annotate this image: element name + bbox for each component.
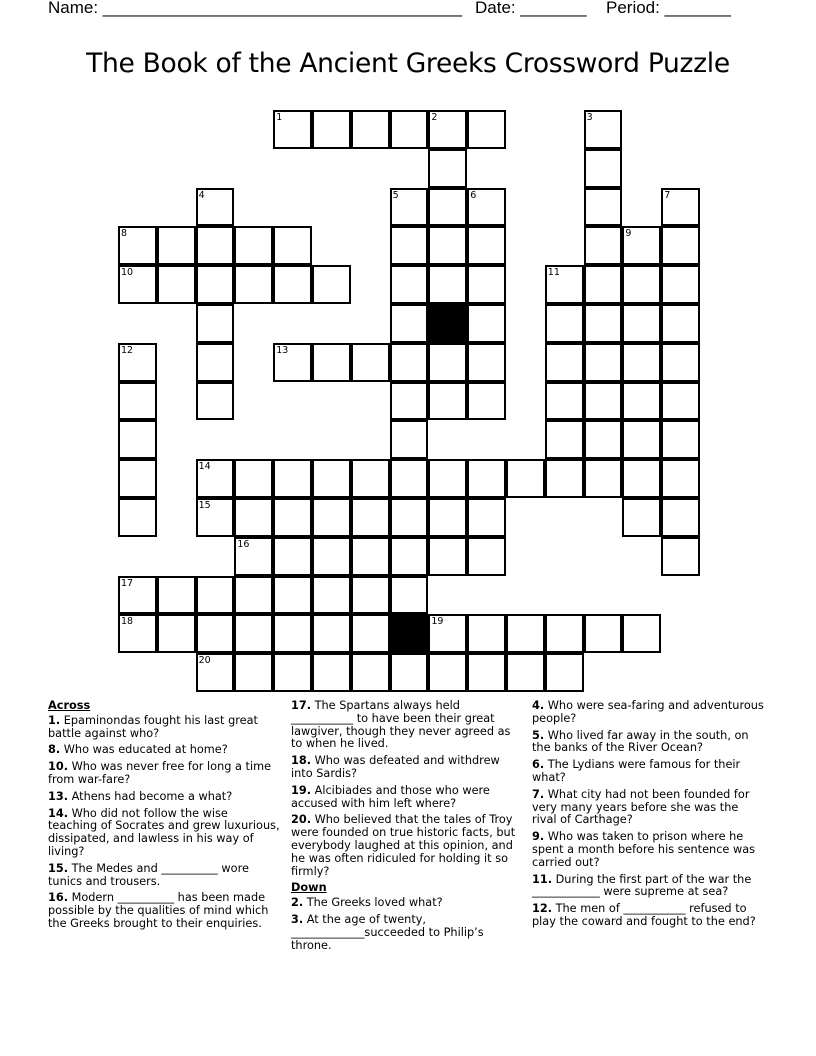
grid-cell[interactable] (234, 226, 273, 265)
grid-cell[interactable] (312, 653, 351, 692)
down-clue (532, 700, 764, 726)
grid-cell[interactable] (622, 459, 661, 498)
grid-cell[interactable] (390, 110, 429, 149)
across-clue (48, 808, 280, 859)
grid-cell[interactable] (661, 343, 700, 382)
grid-cell[interactable] (118, 498, 157, 537)
grid-cell[interactable] (467, 537, 506, 576)
grid-cell[interactable] (390, 653, 429, 692)
clue-label: 10. (48, 760, 69, 774)
grid-cell[interactable] (351, 576, 390, 615)
clue-label: 4. (532, 699, 545, 712)
clue-text: The Lydians were famous for their what? (532, 758, 741, 784)
grid-cell[interactable] (351, 653, 390, 692)
grid-cell[interactable] (506, 459, 545, 498)
clue-text: The men of ___________ refused to play the coward and fought to the end? (532, 902, 756, 928)
black-cell (428, 304, 467, 343)
grid-cell[interactable] (390, 576, 429, 615)
grid-cell[interactable] (234, 498, 273, 537)
grid-cell[interactable] (622, 343, 661, 382)
grid-cell[interactable] (584, 382, 623, 421)
grid-cell[interactable] (118, 343, 157, 382)
grid-cell[interactable] (118, 614, 157, 653)
grid-cell[interactable] (467, 343, 506, 382)
clue-text: Who was educated at home? (60, 743, 228, 757)
across-clue (291, 755, 523, 781)
grid-cell[interactable] (428, 498, 467, 537)
grid-cell[interactable] (196, 226, 235, 265)
grid-cell[interactable] (351, 498, 390, 537)
grid-cell[interactable] (584, 304, 623, 343)
across-clue (291, 700, 523, 751)
grid-cell[interactable] (118, 459, 157, 498)
grid-cell[interactable] (118, 382, 157, 421)
down-clue (532, 730, 764, 756)
clue-text: Who did not follow the wise teaching of Socrates and grew luxurious, dissipated, and lawless in his way of living? (48, 806, 280, 858)
grid-cell[interactable] (390, 498, 429, 537)
down-clue (532, 903, 764, 929)
clue-number: 12 (121, 344, 134, 356)
grid-cell[interactable] (661, 382, 700, 421)
clue-text: Who was never free for long a time from war-fare? (48, 760, 272, 786)
grid-cell[interactable] (390, 304, 429, 343)
grid-cell[interactable] (661, 420, 700, 459)
grid-cell[interactable] (351, 537, 390, 576)
clue-number: 8 (121, 228, 128, 240)
grid-cell[interactable] (584, 265, 623, 304)
clue-number: 15 (198, 500, 211, 511)
grid-cell[interactable] (428, 537, 467, 576)
grid-cell[interactable] (390, 537, 429, 576)
clue-column-2 (291, 700, 523, 956)
clue-number: 4 (198, 189, 205, 201)
clue-label: 19. (291, 783, 312, 797)
grid-cell[interactable] (273, 498, 312, 537)
clue-text: Who were sea-faring and adventurous people? (532, 699, 764, 725)
grid-cell[interactable] (273, 110, 312, 149)
across-clue (48, 791, 280, 804)
clue-label: 1. (48, 713, 61, 727)
clue-number: 18 (121, 616, 134, 628)
grid-cell[interactable] (428, 149, 467, 188)
clue-text: Athens had become a what? (68, 789, 233, 803)
clue-number: 2 (431, 112, 438, 123)
clue-number: 19 (431, 616, 444, 628)
grid-cell[interactable] (545, 420, 584, 459)
grid-cell[interactable] (312, 265, 351, 304)
grid-cell[interactable] (428, 110, 467, 149)
clue-text: The Greeks loved what? (303, 896, 443, 910)
grid-cell[interactable] (506, 653, 545, 692)
grid-cell[interactable] (584, 110, 623, 149)
clue-column-3 (532, 700, 764, 933)
clue-text: During the first part of the war the ____________ were supreme at sea? (532, 872, 752, 899)
name-field[interactable]: Name: ______________________________________ (48, 0, 463, 17)
grid-cell[interactable] (234, 576, 273, 615)
down-clue (532, 831, 764, 869)
clue-text: The Medes and __________ wore tunics and trousers. (48, 861, 249, 888)
grid-cell[interactable] (622, 498, 661, 537)
clue-number: 5 (392, 189, 399, 201)
grid-cell[interactable] (545, 304, 584, 343)
across-clue (48, 761, 280, 787)
grid-cell[interactable] (273, 265, 312, 304)
grid-cell[interactable] (312, 110, 351, 149)
clue-number: 7 (664, 189, 671, 201)
grid-cell[interactable] (312, 576, 351, 615)
grid-cell[interactable] (545, 265, 584, 304)
clue-text: Epaminondas fought his last great battle against who? (48, 713, 258, 740)
clue-number: 3 (586, 112, 593, 123)
grid-cell[interactable] (157, 614, 196, 653)
grid-cell[interactable] (584, 149, 623, 188)
clue-text: Modern __________ has been made possible by the qualities of mind which the Greeks brought to their enquiries. (48, 891, 269, 930)
down-clue (532, 759, 764, 785)
grid-cell[interactable] (234, 459, 273, 498)
grid-cell[interactable] (622, 304, 661, 343)
grid-cell[interactable] (234, 265, 273, 304)
grid-cell[interactable] (545, 382, 584, 421)
clue-label: 20. (291, 813, 312, 827)
clue-label: 5. (532, 728, 545, 742)
grid-cell[interactable] (467, 382, 506, 421)
grid-cell[interactable] (428, 653, 467, 692)
grid-cell[interactable] (312, 343, 351, 382)
grid-cell[interactable] (196, 265, 235, 304)
clue-text: The Spartans always held ___________ to have been their great lawgiver, though they never agreed as to when he lived. (291, 699, 511, 751)
clue-number: 10 (121, 267, 134, 279)
black-cell (390, 614, 429, 653)
clue-text: What city had not been founded for very many years before she was the rival of Carthage? (532, 787, 750, 827)
grid-cell[interactable] (467, 614, 506, 653)
grid-cell[interactable] (196, 498, 235, 537)
grid-cell[interactable] (545, 459, 584, 498)
grid-cell[interactable] (622, 382, 661, 421)
grid-cell[interactable] (118, 265, 157, 304)
grid-cell[interactable] (273, 537, 312, 576)
grid-cell[interactable] (428, 265, 467, 304)
grid-cell[interactable] (273, 653, 312, 692)
grid-cell[interactable] (428, 382, 467, 421)
grid-cell[interactable] (661, 304, 700, 343)
grid-cell[interactable] (467, 110, 506, 149)
grid-cell[interactable] (273, 226, 312, 265)
clue-number: 17 (121, 577, 134, 589)
date-field[interactable]: Date: _______ (475, 0, 587, 17)
grid-cell[interactable] (622, 265, 661, 304)
grid-cell[interactable] (661, 498, 700, 537)
clue-number: 14 (198, 461, 211, 473)
grid-cell[interactable] (351, 459, 390, 498)
grid-cell[interactable] (545, 653, 584, 692)
grid-cell[interactable] (118, 226, 157, 265)
grid-cell[interactable] (584, 420, 623, 459)
grid-cell[interactable] (622, 614, 661, 653)
grid-cell[interactable] (196, 576, 235, 615)
grid-cell[interactable] (467, 459, 506, 498)
across-clue (291, 785, 523, 811)
across-clue (291, 814, 523, 878)
down-clue (291, 914, 523, 952)
grid-cell[interactable] (234, 537, 273, 576)
grid-cell[interactable] (273, 343, 312, 382)
clue-label: 16. (48, 891, 69, 905)
clue-label: 18. (291, 754, 312, 768)
grid-cell[interactable] (196, 459, 235, 498)
clue-text: Alcibiades and those who were accused with him left where? (291, 783, 490, 810)
grid-cell[interactable] (661, 226, 700, 265)
grid-cell[interactable] (196, 343, 235, 382)
grid-cell[interactable] (312, 459, 351, 498)
grid-cell[interactable] (467, 265, 506, 304)
grid-cell[interactable] (584, 459, 623, 498)
clue-label: 14. (48, 806, 69, 820)
grid-cell[interactable] (390, 343, 429, 382)
clue-label: 13. (48, 789, 69, 803)
grid-cell[interactable] (545, 343, 584, 382)
grid-cell[interactable] (273, 614, 312, 653)
grid-cell[interactable] (157, 576, 196, 615)
clue-text: Who lived far away in the south, on the banks of the River Ocean? (532, 728, 749, 755)
clue-label: 2. (291, 896, 304, 910)
clue-label: 8. (48, 743, 61, 757)
grid-cell[interactable] (390, 265, 429, 304)
period-field[interactable]: Period: _______ (606, 0, 731, 17)
clue-number: 6 (470, 189, 477, 201)
clue-column-1 (48, 700, 280, 935)
grid-cell[interactable] (196, 653, 235, 692)
grid-cell[interactable] (157, 265, 196, 304)
clue-label: 11. (532, 872, 553, 886)
down-clue (532, 789, 764, 827)
grid-cell[interactable] (273, 576, 312, 615)
grid-cell[interactable] (196, 188, 235, 227)
grid-cell[interactable] (467, 226, 506, 265)
grid-cell[interactable] (467, 188, 506, 227)
clue-number: 13 (276, 344, 289, 356)
grid-cell[interactable] (390, 382, 429, 421)
grid-cell[interactable] (196, 614, 235, 653)
clue-text: Who was defeated and withdrew into Sardis? (291, 754, 500, 780)
grid-cell[interactable] (351, 614, 390, 653)
grid-cell[interactable] (584, 614, 623, 653)
clue-number: 20 (198, 655, 211, 667)
grid-cell[interactable] (584, 226, 623, 265)
grid-cell[interactable] (390, 420, 429, 459)
grid-cell[interactable] (157, 226, 196, 265)
clue-label: 3. (291, 912, 304, 926)
grid-cell[interactable] (661, 188, 700, 227)
grid-cell[interactable] (428, 226, 467, 265)
clue-label: 7. (532, 787, 545, 801)
grid-cell[interactable] (196, 304, 235, 343)
grid-cell[interactable] (428, 343, 467, 382)
grid-cell[interactable] (351, 343, 390, 382)
across-clue (48, 744, 280, 757)
clue-number: 11 (547, 267, 560, 279)
grid-cell[interactable] (118, 576, 157, 615)
grid-cell[interactable] (622, 420, 661, 459)
grid-cell[interactable] (661, 265, 700, 304)
grid-cell[interactable] (584, 188, 623, 227)
grid-cell[interactable] (428, 188, 467, 227)
grid-cell[interactable] (661, 537, 700, 576)
clue-label: 6. (532, 758, 545, 772)
clue-number: 1 (276, 112, 283, 123)
clue-label: 17. (291, 699, 312, 712)
across-clue (48, 863, 280, 889)
across-clue (48, 715, 280, 741)
grid-cell[interactable] (118, 420, 157, 459)
across-heading: Across (48, 699, 91, 712)
across-clue (48, 892, 280, 930)
clue-label: 9. (532, 830, 545, 844)
grid-cell[interactable] (428, 614, 467, 653)
grid-cell[interactable] (312, 498, 351, 537)
grid-cell[interactable] (545, 614, 584, 653)
grid-cell[interactable] (661, 459, 700, 498)
grid-cell[interactable] (390, 226, 429, 265)
clue-number: 16 (237, 538, 250, 550)
grid-cell[interactable] (234, 614, 273, 653)
clue-text: Who believed that the tales of Troy were founded on true historic facts, but everybody laughed at this opinion, and he was often ridiculed for holding it so firmly? (291, 813, 516, 878)
page-title: The Book of the Ancient Greeks Crossword Puzzle (86, 48, 730, 79)
clue-number: 9 (625, 228, 632, 240)
clue-text: At the age of twenty, _____________succeeded to Philip’s throne. (291, 912, 484, 952)
grid-cell[interactable] (234, 653, 273, 692)
grid-cell[interactable] (467, 498, 506, 537)
clue-text: Who was taken to prison where he spent a month before his sentence was carried out? (532, 830, 756, 869)
grid-cell[interactable] (312, 614, 351, 653)
grid-cell[interactable] (584, 343, 623, 382)
grid-cell[interactable] (622, 226, 661, 265)
grid-cell[interactable] (273, 459, 312, 498)
grid-cell[interactable] (506, 614, 545, 653)
grid-cell[interactable] (428, 459, 467, 498)
down-clue (291, 897, 523, 910)
grid-cell[interactable] (312, 537, 351, 576)
grid-cell[interactable] (390, 188, 429, 227)
grid-cell[interactable] (467, 304, 506, 343)
clue-label: 15. (48, 861, 69, 875)
grid-cell[interactable] (467, 653, 506, 692)
down-clue (532, 874, 764, 900)
grid-cell[interactable] (390, 459, 429, 498)
clue-label: 12. (532, 902, 553, 916)
grid-cell[interactable] (351, 110, 390, 149)
down-heading: Down (291, 881, 327, 895)
grid-cell[interactable] (196, 382, 235, 421)
